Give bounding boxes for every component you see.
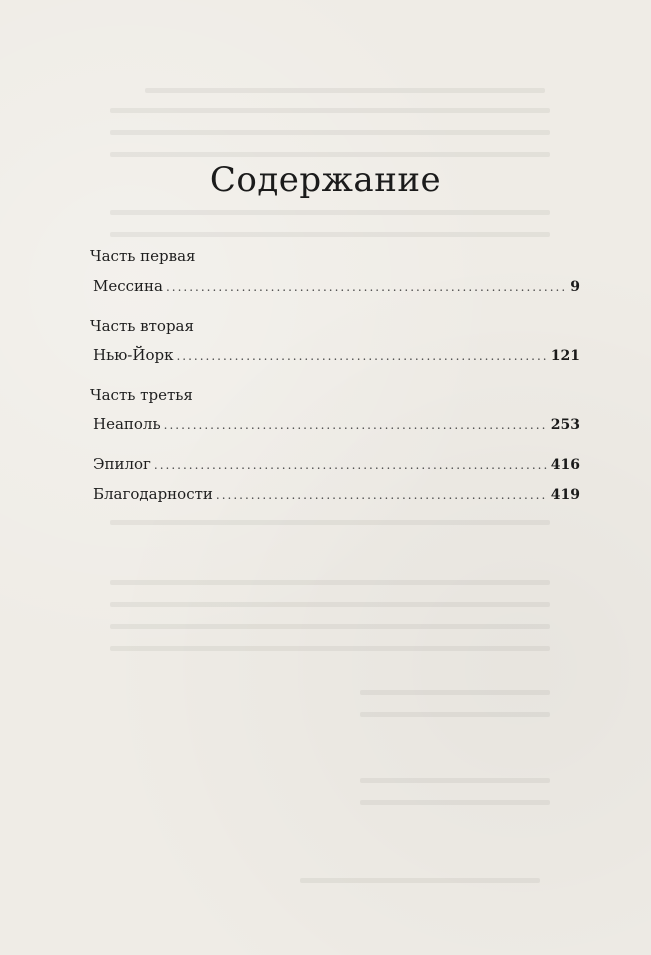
show-through-line (110, 602, 550, 607)
part-label: Часть вторая (90, 317, 194, 335)
show-through-line (145, 88, 545, 93)
toc-entry-title: Благодарности (93, 485, 213, 503)
toc-entry-title: Мессина (93, 277, 163, 295)
dot-leader (154, 455, 548, 475)
show-through-line (110, 520, 550, 525)
show-through-line (360, 712, 550, 717)
toc-page-number: 9 (570, 279, 580, 295)
dot-leader (166, 277, 567, 297)
toc-entry[interactable] (90, 484, 580, 505)
toc-page-number: 416 (550, 457, 580, 473)
show-through-line (110, 624, 550, 629)
toc-entry-title: Неаполь (93, 415, 161, 433)
toc-page-number: 253 (550, 417, 580, 433)
dot-leader (164, 415, 548, 435)
show-through-line (360, 690, 550, 695)
show-through-line (110, 232, 550, 237)
show-through-line (110, 646, 550, 651)
toc-entry[interactable] (90, 454, 580, 475)
show-through-line (360, 800, 550, 805)
toc-entry[interactable] (90, 414, 580, 435)
page-title: Содержание (209, 160, 442, 200)
toc-entry-title: Эпилог (93, 455, 151, 473)
show-through-line (110, 580, 550, 585)
toc-page-number: 121 (550, 348, 580, 364)
toc-page-number: 419 (550, 487, 580, 503)
show-through-line (300, 878, 540, 883)
show-through-line (110, 210, 550, 215)
toc-entry[interactable] (90, 276, 580, 297)
show-through-line (110, 108, 550, 113)
dot-leader (176, 346, 547, 366)
show-through-line (360, 778, 550, 783)
part-label: Часть первая (90, 247, 196, 265)
part-label: Часть третья (90, 386, 193, 404)
dot-leader (216, 485, 548, 505)
toc-entry[interactable] (90, 345, 580, 366)
toc-entry-title: Нью-Йорк (93, 346, 174, 364)
show-through-line (110, 152, 550, 157)
show-through-line (110, 130, 550, 135)
